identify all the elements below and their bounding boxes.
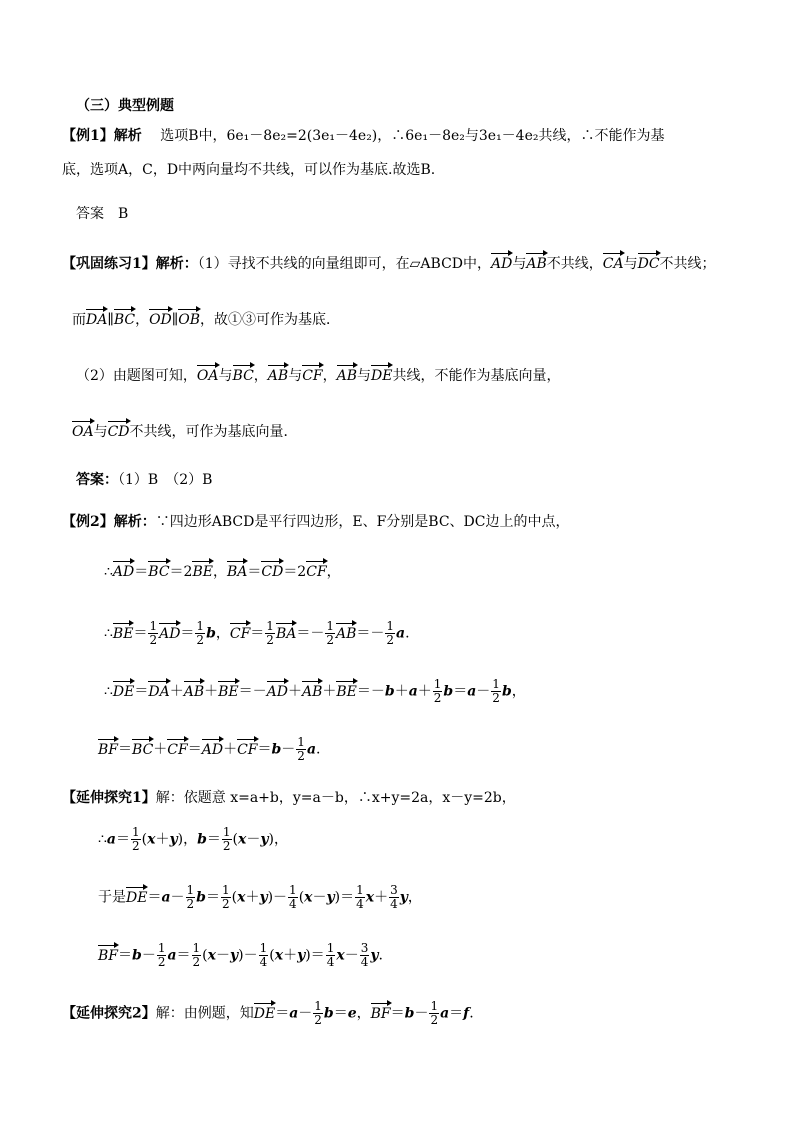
- extension-2-intro: 解：由例题，知: [155, 1005, 254, 1022]
- practice-1-text-4: 共线，不能作为基底向量，: [392, 368, 561, 384]
- example-1-answer: 答案 B: [76, 206, 129, 222]
- example-1-line-1: [62, 126, 665, 146]
- example-1-text-1: 选项B中，6e₁－8e₂=2(3e₁－4e₂)，∴6e₁－8e₂与3e₁－4e₂共线，∴不能作为基: [160, 128, 665, 144]
- practice-1-line-2: 而DA∥BC，OD∥OB，故①③可作为基底．: [72, 312, 341, 328]
- extension-2-tag: 【延伸探究2】: [62, 1005, 156, 1022]
- example-2-eq-2: ∴BE＝ $\frac{1}{2}$ AD＝ $\frac{1}{2}$ b，CF＝ $\frac{1}{2}$ BA＝－ $\frac{1}{2}$ AB＝－ $\frac{1}{2}$ a.: [104, 619, 410, 647]
- answer-value: （1）B （2）B: [118, 472, 213, 488]
- extension-1-line-1: [62, 788, 516, 808]
- section-title: （三）典型例题: [76, 98, 174, 114]
- example-1-line-2: 底，选项A，C，D中两向量均不共线，可以作为基底.故选B.: [62, 162, 436, 178]
- practice-1-tag: 【巩固练习1】解析：: [62, 256, 198, 272]
- extension-1-eq-3: BF＝b－ $\frac{1}{2}$ a＝ $\frac{1}{2}$ (x－y)－ $\frac{1}{4}$ (x＋y)＝ $\frac{1}{4}$ x－ $\frac{3}{4}$ y.: [98, 941, 383, 969]
- extension-1-tag: 【延伸探究1】: [62, 790, 156, 806]
- extension-1-intro: 解：依题意 x=a+b，y=a－b，∴x+y=2a，x－y=2b，: [155, 790, 516, 806]
- example-2-eq-4: BF＝BC＋CF＝AD＋CF＝b－ $\frac{1}{2}$ a.: [98, 735, 321, 763]
- practice-1-line-1: 【巩固练习1】解析：（1）寻找不共线的向量组即可，在▱ABCD中，AD与AB不共线，CA与DC不共线；: [62, 256, 716, 272]
- extension-1-eq-2: 于是DE＝a－ $\frac{1}{2}$ b＝ $\frac{1}{2}$ (x＋y)－ $\frac{1}{4}$ (x－y)＝ $\frac{1}{4}$ x＋ $\frac{3}{4}$ y，: [98, 883, 422, 911]
- extension-1-eq-1: ∴a＝ $\frac{1}{2}$ (x＋y)，b＝ $\frac{1}{2}$ (x－y)，: [98, 825, 288, 853]
- answer-label: 答案：: [76, 472, 118, 488]
- extension-2-line-1: 【延伸探究2】解：由例题，知DE＝a－ $\frac{1}{2}$ b＝e，BF＝b－ $\frac{1}{2}$ a＝f.: [62, 999, 474, 1027]
- practice-1-text-3: （2）由题图可知，: [76, 368, 197, 384]
- example-2-tag: 【例2】解析：: [62, 514, 156, 530]
- example-2-line-1: [62, 512, 569, 532]
- practice-1-text-1: （1）寻找不共线的向量组即可，在▱ABCD中，: [197, 256, 492, 272]
- practice-1-line-3: （2）由题图可知，OA与BC，AB与CF，AB与DE共线，不能作为基底向量，: [76, 368, 561, 384]
- practice-1-line-4: OA与CD不共线，可作为基底向量．: [72, 424, 298, 440]
- example-2-eq-1: ∴AD＝BC＝2BE，BA＝CD＝2CF，: [104, 564, 341, 580]
- example-2-eq-3: ∴DE＝DA＋AB＋BE＝－AD＋AB＋BE＝－b＋a＋ $\frac{1}{2}$ b＝a－ $\frac{1}{2}$ b，: [104, 677, 526, 705]
- extension-1-yushi: 于是: [98, 889, 126, 906]
- practice-1-answer: [76, 470, 212, 490]
- example-2-intro: ∵四边形ABCD是平行四边形，E、F分别是BC、DC边上的中点，: [155, 514, 570, 530]
- practice-1-text-5: 不共线，可作为基底向量．: [129, 424, 298, 440]
- practice-1-text-2: 故①③可作为基底．: [214, 312, 341, 328]
- example-1-tag: 【例1】解析: [62, 128, 142, 144]
